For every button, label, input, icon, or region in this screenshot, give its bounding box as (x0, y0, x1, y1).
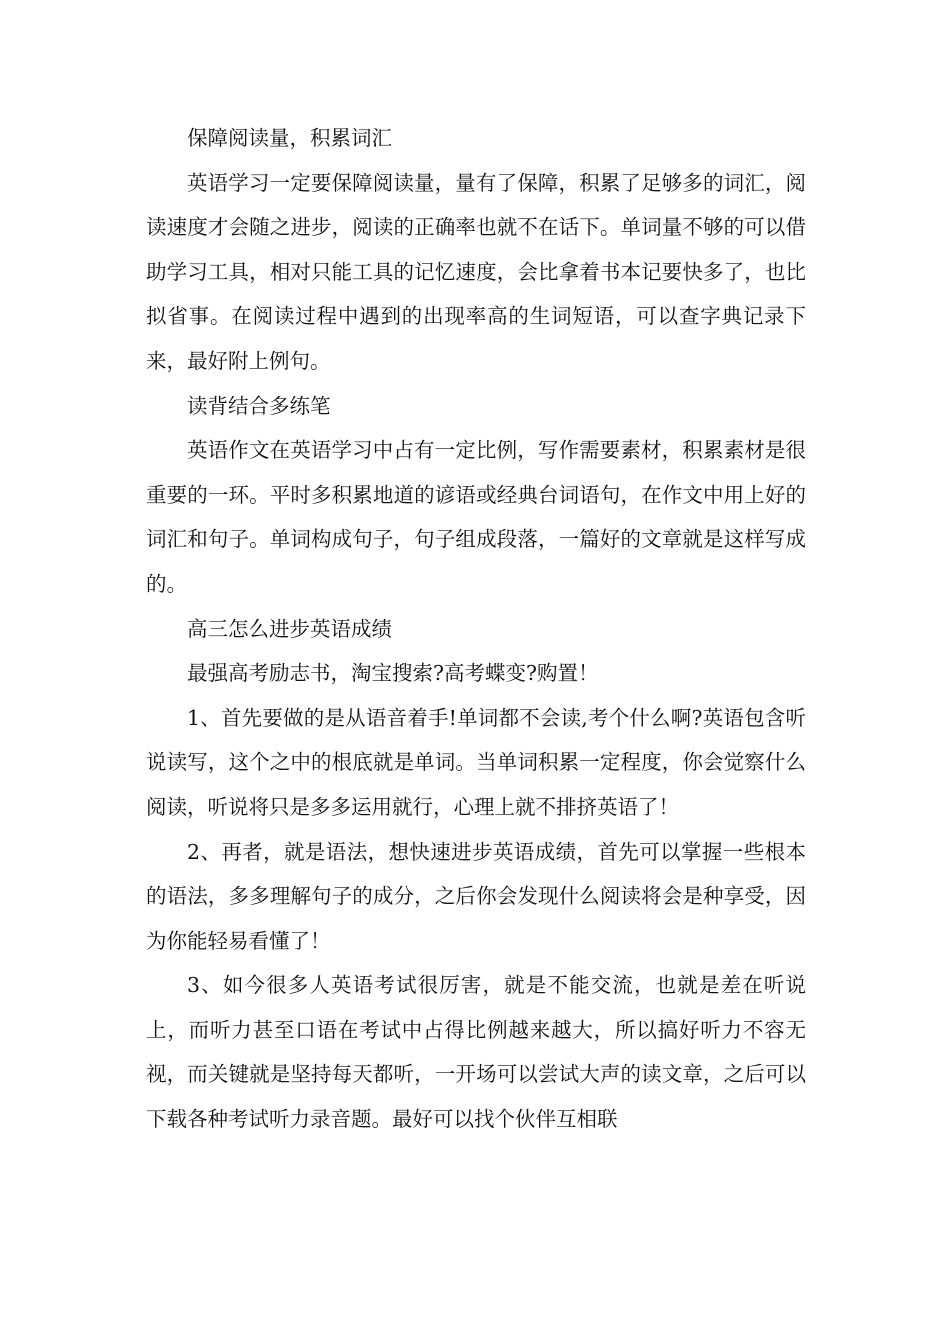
list-item-listening: 3、如今很多人英语考试很厉害，就是不能交流，也就是差在听说上，而听力甚至口语在考试中占得比例越来越大，所以搞好听力不容无视，而关键就是坚持每天都听，一开场可以尝试大声的读文章，之后可以下载各种考试听力录音题。最好可以找个伙伴互相联 (146, 973, 806, 1132)
list-item-grammar: 2、再者，就是语法，想快速进步英语成绩，首先可以掌握一些根本的语法，多多理解句子的成分，之后你会发现什么阅读将会是种享受，因为你能轻易看懂了！ (146, 839, 806, 953)
document-body (146, 116, 806, 1142)
paragraph-writing-practice: 英语作文在英语学习中占有一定比例，写作需要素材，积累素材是很重要的一环。平时多积累地道的谚语或经典台词语句，在作文中用上好的词汇和句子。单词构成句子，句子组成段落，一篇好的文章就是这样写成的。 (146, 438, 806, 596)
list-item-pronunciation: 1、首先要做的是从语音着手!单词都不会读,考个什么啊?英语包含听说读写，这个之中的根底就是单词。当单词积累一定程度，你会觉察什么阅读，听说将只是多多运用就行，心理上就不排挤英语了！ (146, 705, 806, 819)
section-heading-reading: 保障阅读量，积累词汇 (187, 126, 392, 150)
section-heading-improve-scores: 高三怎么进步英语成绩 (187, 616, 392, 641)
section-heading-writing: 读背结合多练笔 (187, 393, 331, 418)
promo-line: 最强高考励志书，淘宝搜索?高考蝶变?购置！ (187, 661, 599, 686)
paragraph-reading-vocabulary: 英语学习一定要保障阅读量，量有了保障，积累了足够多的词汇，阅读速度才会随之进步，阅读的正确率也就不在话下。单词量不够的可以借助学习工具，相对只能工具的记忆速度，会比拿着书本记要快多了，也比拟省事。在阅读过程中遇到的出现率高的生词短语，可以查字典记录下来，最好附上例句。 (146, 170, 806, 373)
